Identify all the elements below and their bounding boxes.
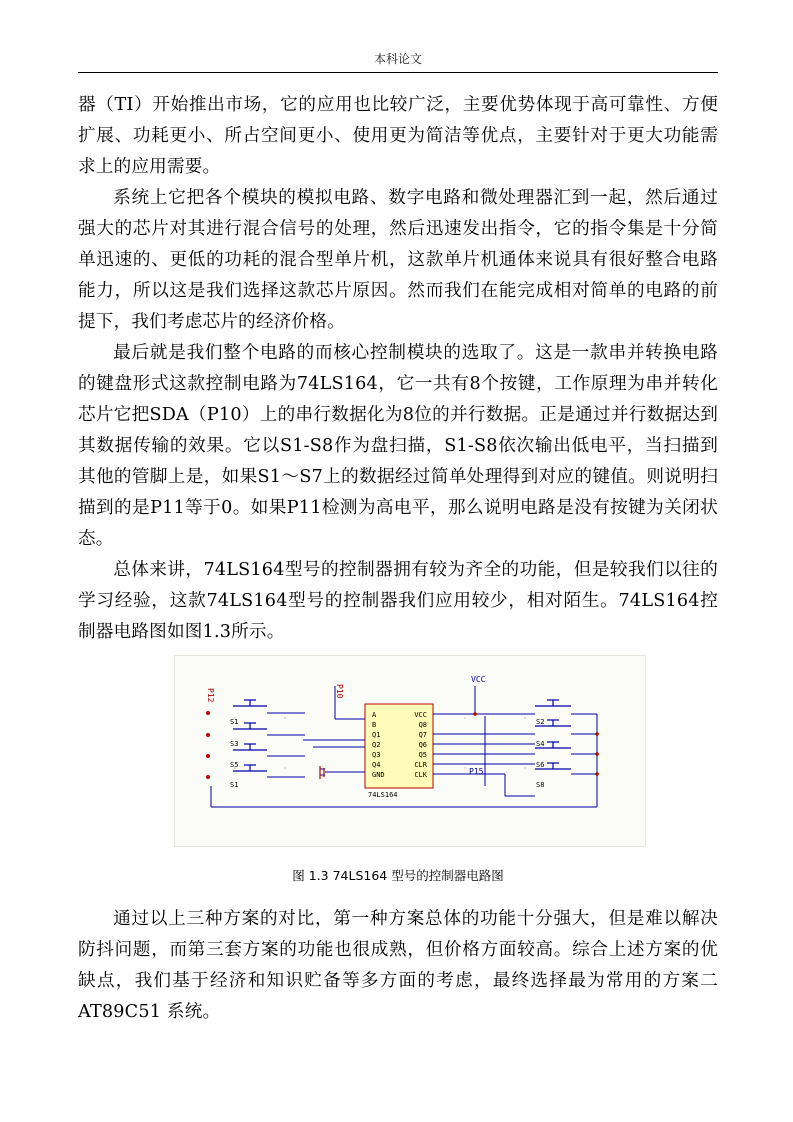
pin-label: Q7	[418, 731, 427, 739]
pin-label: B	[372, 721, 377, 729]
p10-label: P10	[335, 684, 344, 699]
circuit-diagram	[175, 656, 645, 846]
page-header: 本科论文	[373, 52, 422, 66]
pin-label: Q8	[418, 721, 427, 729]
switch-label: S8	[536, 781, 545, 789]
right-wires	[433, 686, 597, 796]
body-text-bottom	[78, 904, 718, 1028]
switch-label: S1	[230, 781, 239, 789]
paragraph-3: 最后就是我们整个电路的而核心控制模块的选取了。这是一款串并转换电路的键盘形式这款控制电路为74LS164，它一共有8个按键，工作原理为串并转化芯片它把SDA（P10）上的串行数据化为8位的并行数据。正是通过并行数据达到其数据传输的效果。它以S1-S8作为盘扫描，S1-S8依次输出低电平，当扫描到其他的管脚上是，如果S1～S7上的数据经过简单处理得到对应的键值。则说明扫描到的是P11等于0。如果P11检测为高电平，那么说明电路是没有按键为关闭状态。	[78, 343, 718, 549]
left-terminals	[206, 711, 210, 779]
switch-label: S2	[536, 718, 545, 726]
body-text-top	[78, 90, 718, 648]
right-switch-labels	[536, 718, 544, 789]
switch-label: S1	[230, 718, 239, 726]
pin-label: GND	[372, 771, 385, 779]
pin-label: Q1	[372, 731, 381, 739]
switch-label: S3	[230, 740, 239, 748]
chip-name: 74LS164	[368, 791, 398, 799]
paragraph-5: 通过以上三种方案的对比，第一种方案总体的功能十分强大，但是难以解决防抖问题，而第三套方案的功能也很成熟，但价格方面较高。综合上述方案的优缺点，我们基于经济和知识贮备等多方面的考虑，最终选择最为常用的方案二 AT89C51 系统。	[78, 909, 718, 1022]
switch-label: S5	[230, 761, 239, 769]
ground-symbol	[320, 766, 324, 779]
pin-label: A	[372, 711, 377, 719]
pin-label: CLK	[414, 771, 427, 779]
paragraph-4: 总体来讲，74LS164型号的控制器拥有较为齐全的功能，但是较我们以往的学习经验，这款74LS164型号的控制器我们应用较少，相对陌生。74LS164控制器电路图如图1.3所示。	[78, 560, 718, 642]
paragraph-1: 器（TI）开始推出市场，它的应用也比较广泛，主要优势体现于高可靠性、方便扩展、功耗更小、所占空间更小、使用更为简洁等优点，主要针对于更大功能需求上的应用需要。	[78, 95, 718, 177]
p12-label: P12	[206, 688, 215, 703]
pin-label: Q2	[372, 741, 381, 749]
switch-label: S6	[536, 761, 545, 769]
header-divider	[78, 72, 718, 73]
pin-label: Q6	[418, 741, 427, 749]
figure-caption: 图 1.3 74LS164 型号的控制器电路图	[292, 868, 504, 883]
vcc-label: VCC	[471, 675, 486, 684]
switch-label: S4	[536, 740, 545, 748]
pin-label: Q5	[418, 751, 427, 759]
paragraph-2: 系统上它把各个模块的模拟电路、数字电路和微处理器汇到一起，然后通过强大的芯片对其进行混合信号的处理，然后迅速发出指令，它的指令集是十分简单迅速的、更低的功耗的混合型单片机，这款单片机通体来说具有很好整合电路能力，所以这是我们选择这款芯片原因。然而我们在能完成相对简单的电路的前提下，我们考虑芯片的经济价格。	[78, 188, 718, 332]
pin-label: Q3	[372, 751, 381, 759]
pin-label: Q4	[372, 761, 381, 769]
pin-label: CLR	[414, 761, 427, 769]
pin-label: VCC	[414, 711, 427, 719]
circuit-figure	[174, 655, 646, 847]
right-switches	[535, 700, 571, 769]
p15-label: P15	[469, 767, 484, 776]
